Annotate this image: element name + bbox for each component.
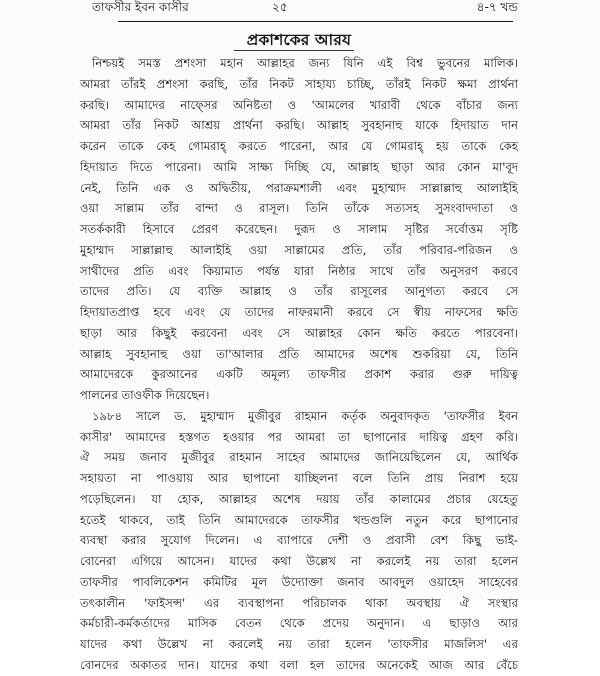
page-number: ২৫ (272, 0, 288, 14)
text-line: কাসীর' আমাদের হস্তগত হওয়ার পর আমরা তা ছাপানোর দায়িত্ব গ্রহণ করি। (80, 429, 518, 444)
text-line: হতেই থাকবে, তাই তিনি আমাদেরকে তাফসীর খন্ডগুলি নতুন করে ছাপানোর (80, 512, 518, 527)
text-line: নেই, তিনি এক ও অদ্বিতীয়, পরাক্রমশালী এবং মুহাম্মাদ সাল্লাল্লাহু আলাইহি (80, 180, 518, 195)
text-line: তৎকালীন 'ফাইসন্স' এর ব্যবস্থাপনা পরিচালক থাকা অবস্থায় ঐ সংস্থার (80, 595, 518, 610)
text-line: কর্মচারী-কর্মকর্তাদের মাসিক বেতন থেকে প্রদেয় অনুদান। এ ছাড়াও আর (80, 616, 518, 631)
running-header (80, 0, 518, 16)
section-title: প্রকাশকের আরয (246, 31, 352, 49)
text-line: আল্লাহ সুবহানাহু ওয়া তা'আলার প্রতি আমাদের অশেষ শুকরিয়া যে, তিনি (80, 346, 518, 361)
text-line: ওয়া সাল্লাম তাঁর বান্দা ও রাসূল। তিনি তাঁকে সত্যসহ সুসংবাদদাতা ও (80, 201, 518, 216)
text-line: সাথীদের প্রতি এবং কিয়ামাত পর্যন্ত যারা নিষ্ঠার সাথে তাঁর অনুসরণ করবে (80, 263, 518, 278)
text-line: হিদায়াত দিতে পারেনা। আমি সাক্ষ্য দিচ্ছি যে, আল্লাহ ছাড়া আর কোন মা'বূদ (80, 159, 518, 174)
text-line: পালনের তাওফীক দিয়েছেন। (80, 388, 210, 402)
title-underline (234, 50, 354, 51)
text-line: ব্যবস্থা করার সুযোগ দিলেন। এ ব্যাপারে দেশী ও প্রবাসী বেশ কিছু ভাই- (80, 533, 518, 548)
text-line: করেন তাকে কেহ গোমরাহ্ করতে পারেনা, আর যে গোমরাহ্ হয় তাকে কেহ (80, 139, 518, 153)
text-line: ১৯৮৪ সালে ড. মুহাম্মাদ মুজীবুর রাহমান কর্তৃক অনুবাদকৃত 'তাফসীর ইবন (92, 408, 518, 423)
text-line: সতর্ককারী হিসাবে প্রেরণ করেছেন। দুরূদ ও সালাম সৃষ্টির সর্বোত্তম সৃষ্টি (80, 222, 518, 236)
text-line: তাদের প্রতি। যে ব্যক্তি আল্লাহ ও তাঁর রাসূলের আনুগত্য করবে সে (80, 284, 518, 299)
text-line: যাদের কথা উল্লেখ না করলেই নয় তারা হলেন 'তাফসীর মাজলিস' এর (80, 637, 518, 651)
book-title: তাফসীর ইবন কাসীর (92, 0, 189, 14)
text-line: বোনদের অকাতর দান। যাদের কথা বলা হল তাদের অনেকেই আজ আর বেঁচে (80, 657, 518, 672)
text-line: ছাড়া আর কিছুই করবেনা এবং সে আল্লাহর কোন ক্ষতি করতে পারবেনা। (80, 325, 518, 340)
text-line: আমরা তাঁরই প্রশংসা করছি, তাঁর নিকট সাহায্য চাচ্ছি, তাঁরই নিকট ক্ষমা প্রার্থনা (80, 76, 518, 91)
text-line: নিশ্চয়ই সমস্ত প্রশংসা মহান আল্লাহর জন্য যিনি এই বিশ্ব ভুবনের মালিক। (92, 56, 518, 70)
text-line: হিদায়াতপ্রাপ্ত হবে এবং যে তাদের নাফরমানী করবে সে স্বীয় নাফসের ক্ষতি (80, 305, 518, 319)
text-line: মুহাম্মাদ সাল্লাল্লাহু আলাইহি ওয়া সাল্লামের প্রতি, তাঁর পরিবার-পরিজন ও (80, 242, 518, 257)
text-line: করছি। আমাদের নাফ্সের অনিষ্টতা ও 'আমলের খারাবী থেকে বাঁচার জন্য (80, 97, 518, 112)
text-line: বোনেরা এগিয়ে আসেন। যাদের কথা উল্লেখ না করলেই নয় তারা হলেন (80, 554, 518, 568)
volume-label: ৪-৭ খন্ড (476, 0, 518, 14)
text-line: পড়েছিলেন। যা হোক, আল্লাহর অশেষ দয়ায় তাঁর কালামের প্রচার যেহেতু (80, 491, 518, 506)
header-divider (118, 21, 513, 22)
text-line: ঐ সময় জনাব মুজীবুর রাহমান সাহেব আমাদের জানিয়েছিলেন যে, আর্থিক (80, 450, 518, 465)
text-line: আমাদেরকে কুরআনের একটি অমূল্য তাফসীর প্রকাশ করার গুরু দায়িত্ব (80, 367, 518, 382)
text-line: সহায়তা না পাওয়ায় আর ছাপানো যাচ্ছিলনা বলে তিনি প্রায় নিরাশ হয়ে (80, 471, 518, 485)
text-line: তাফসীর পাবলিকেশন কমিটির মূল উদ্যোক্তা জনাব আবদুল ওয়াহেদ সাহেবের (80, 574, 518, 589)
text-line: আমরা তাঁর নিকট আশ্রয় প্রার্থনা করছি। আল্লাহ সুবহানাহু যাকে হিদায়াত দান (80, 118, 518, 133)
body-text (80, 53, 518, 676)
